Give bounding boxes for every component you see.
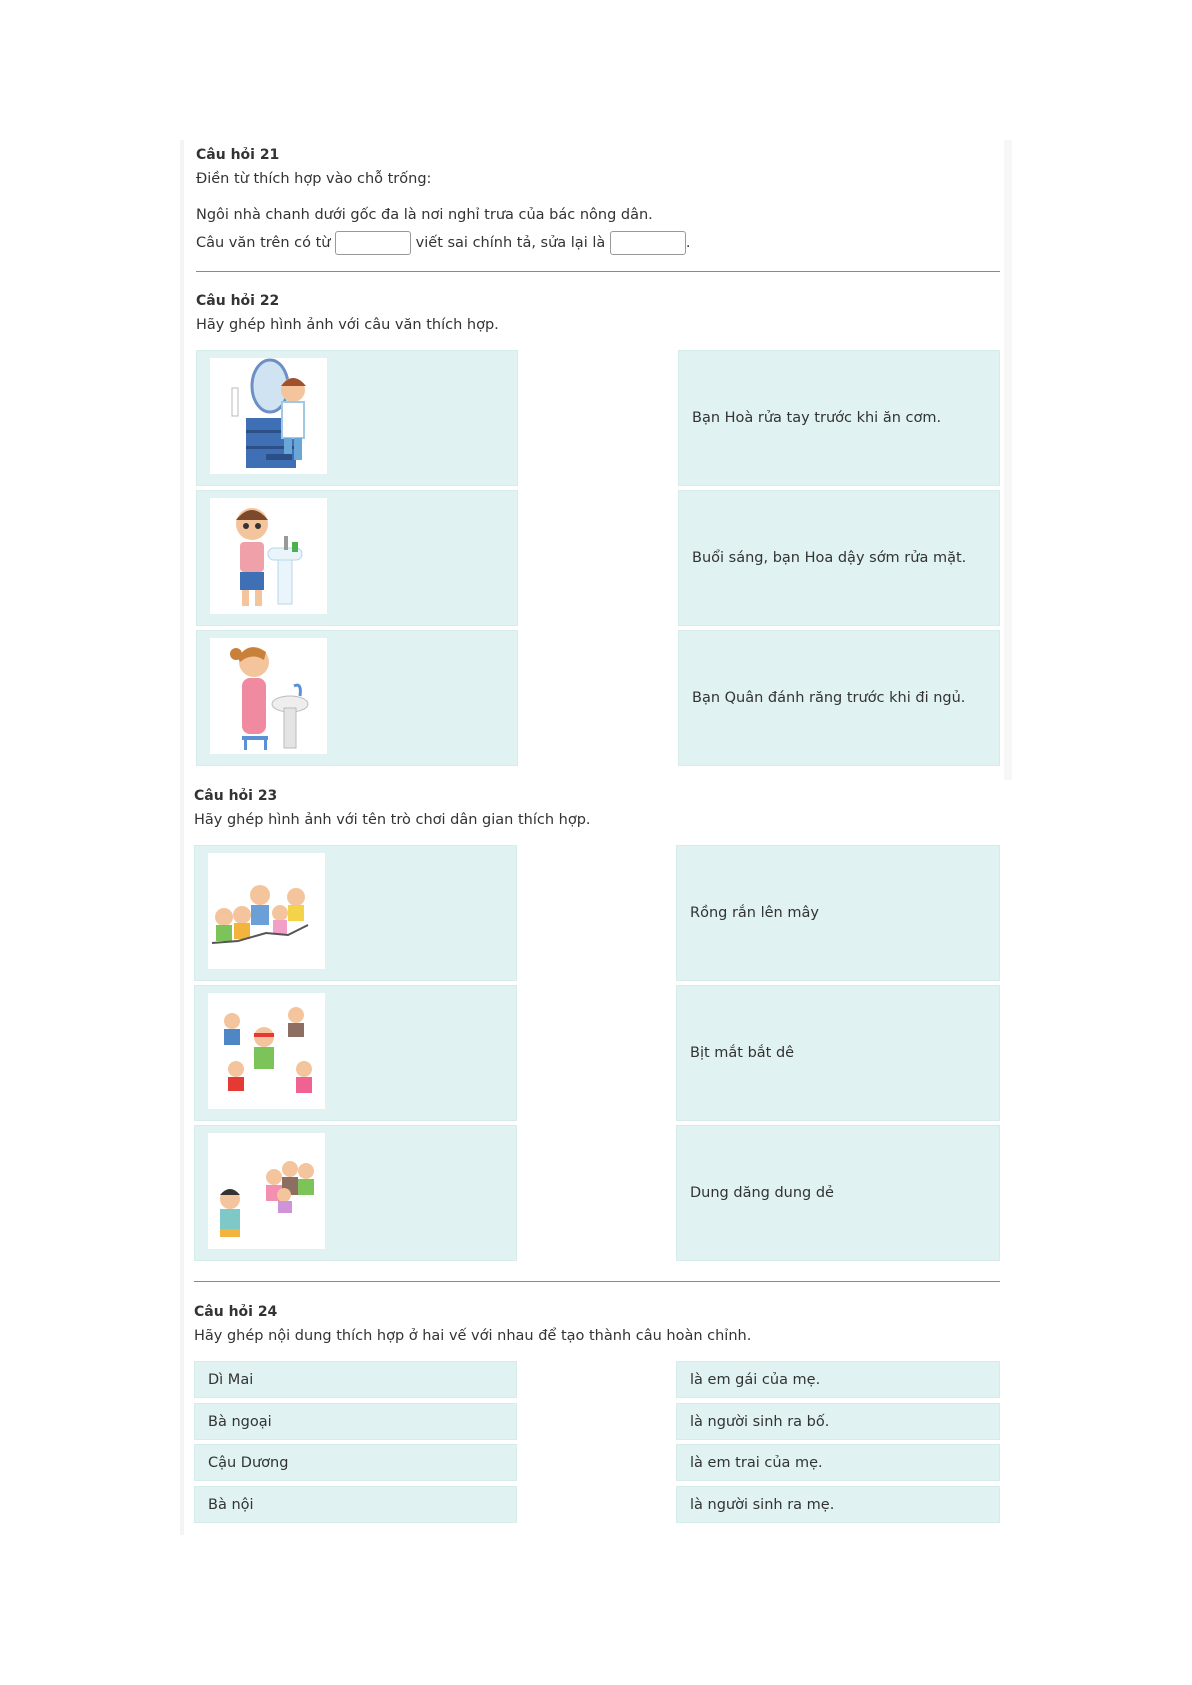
right-phrase-text: là người sinh ra mẹ. xyxy=(690,1496,835,1513)
question-21-fill-line xyxy=(196,231,1000,255)
option-text: Buổi sáng, bạn Hoa dậy sớm rửa mặt. xyxy=(692,550,967,566)
image-card[interactable] xyxy=(194,1125,517,1261)
boy-washing-hands-at-sink-image xyxy=(210,498,327,614)
left-phrase-text: Bà ngoại xyxy=(208,1413,272,1430)
left-phrase-text: Cậu Dương xyxy=(208,1454,289,1471)
question-22-title: Câu hỏi 22 xyxy=(196,293,280,309)
question-24 xyxy=(194,1302,998,1346)
left-phrase-card[interactable] xyxy=(194,1486,517,1523)
question-21 xyxy=(196,145,1000,255)
divider xyxy=(196,271,1000,272)
option-text: Rồng rắn lên mây xyxy=(690,905,819,921)
left-phrase-text: Dì Mai xyxy=(208,1371,254,1388)
right-phrase-card[interactable] xyxy=(676,1361,1000,1398)
wrong-word-input[interactable] xyxy=(335,231,411,255)
right-phrase-text: là người sinh ra bố. xyxy=(690,1413,830,1430)
option-card[interactable] xyxy=(676,1125,1000,1261)
divider xyxy=(194,1281,1000,1282)
option-card[interactable] xyxy=(678,350,1000,486)
question-23-instruction: Hãy ghép hình ảnh với tên trò chơi dân gian thích hợp. xyxy=(194,812,591,828)
right-phrase-card[interactable] xyxy=(676,1486,1000,1523)
question-21-instruction: Điền từ thích hợp vào chỗ trống: xyxy=(196,171,432,187)
right-phrase-card[interactable] xyxy=(676,1403,1000,1440)
option-card[interactable] xyxy=(676,985,1000,1121)
left-phrase-card[interactable] xyxy=(194,1403,517,1440)
option-card[interactable] xyxy=(676,845,1000,981)
option-text: Dung dăng dung dẻ xyxy=(690,1185,834,1201)
question-24-instruction: Hãy ghép nội dung thích hợp ở hai vế với nhau để tạo thành câu hoàn chỉnh. xyxy=(194,1328,752,1344)
option-text: Bạn Quân đánh răng trước khi đi ngủ. xyxy=(692,690,966,706)
children-chasing-game-image xyxy=(208,1133,325,1249)
question-21-title: Câu hỏi 21 xyxy=(196,147,280,163)
girl-washing-face-at-sink-image xyxy=(210,638,327,754)
left-border xyxy=(180,140,184,1535)
right-border xyxy=(1004,140,1012,780)
option-text: Bạn Hoà rửa tay trước khi ăn cơm. xyxy=(692,410,942,426)
question-23-title: Câu hỏi 23 xyxy=(194,788,278,804)
right-phrase-text: là em gái của mẹ. xyxy=(690,1371,821,1388)
option-card[interactable] xyxy=(678,490,1000,626)
question-22-instruction: Hãy ghép hình ảnh với câu văn thích hợp. xyxy=(196,317,499,333)
option-card[interactable] xyxy=(678,630,1000,766)
children-blindfold-game-image xyxy=(208,993,325,1109)
left-phrase-text: Bà nội xyxy=(208,1496,254,1513)
fill-after-text: . xyxy=(685,235,691,251)
boy-brushing-teeth-at-mirror-image xyxy=(210,358,327,474)
image-card[interactable] xyxy=(194,985,517,1121)
question-21-sentence: Ngôi nhà chanh dưới gốc đa là nơi nghỉ trưa của bác nông dân. xyxy=(196,207,653,223)
option-text: Bịt mắt bắt dê xyxy=(690,1045,795,1061)
question-24-title: Câu hỏi 24 xyxy=(194,1304,278,1320)
right-phrase-text: là em trai của mẹ. xyxy=(690,1454,823,1471)
question-23 xyxy=(194,786,998,830)
image-card[interactable] xyxy=(196,630,518,766)
image-card[interactable] xyxy=(196,490,518,626)
image-card[interactable] xyxy=(194,845,517,981)
fill-middle-text: viết sai chính tả, sửa lại là xyxy=(415,235,606,251)
left-phrase-card[interactable] xyxy=(194,1361,517,1398)
question-22 xyxy=(196,291,1000,335)
children-running-in-line-image xyxy=(208,853,325,969)
corrected-word-input[interactable] xyxy=(610,231,686,255)
right-phrase-card[interactable] xyxy=(676,1444,1000,1481)
fill-before-text: Câu văn trên có từ xyxy=(196,235,331,251)
left-phrase-card[interactable] xyxy=(194,1444,517,1481)
image-card[interactable] xyxy=(196,350,518,486)
